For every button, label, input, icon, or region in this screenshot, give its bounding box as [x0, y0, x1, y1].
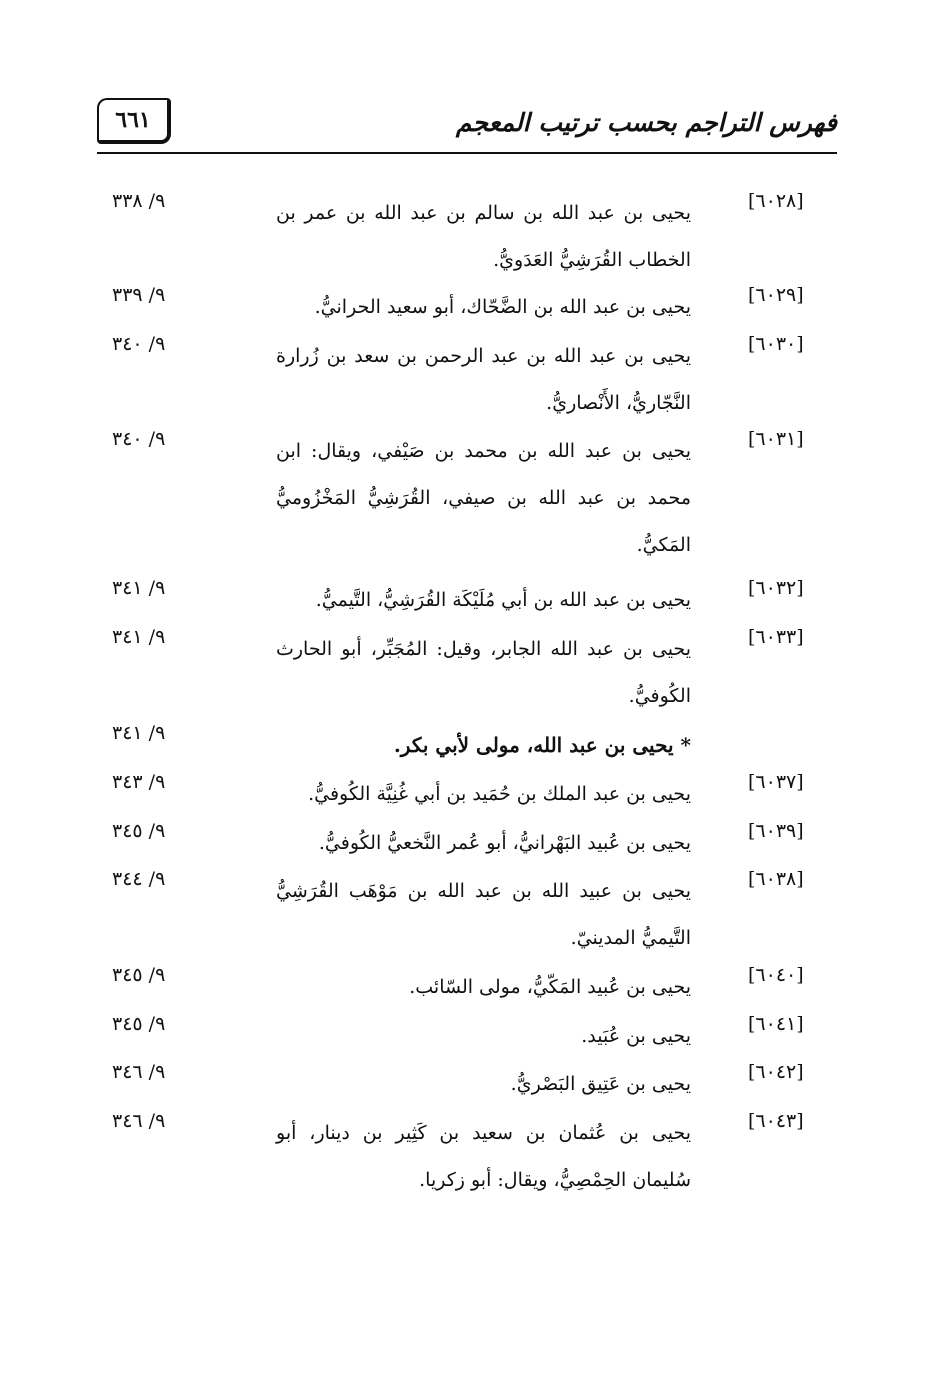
entry-name: يحيى بن عبد الله بن محمد بن صَيْفي، ويقال: ابن محمد بن عبد الله بن صيفي، القُرَشِيُّ المَخْزُوميُّ المَكيُّ. [276, 440, 691, 556]
entry-ref: ٩/ ٣٤٠ [112, 428, 166, 450]
entry-ref: ٩/ ٣٤٦ [112, 1110, 166, 1132]
entry-name: يحيى بن عبد الملك بن حُمَيد بن أبي غُنِيَّة الكُوفيُّ. [308, 783, 691, 805]
entry-name: يحيى بن عبد الله بن سالم بن عبد الله بن عمر بن الخطاب القُرَشِيُّ العَدَويُّ. [276, 202, 691, 271]
entry-name: يحيى بن عبد الله الجابر، وقيل: المُجَبِّر، أبو الحارث الكُوفيُّ. [276, 638, 691, 707]
entry-name: يحيى بن عبد الله بن عبد الرحمن بن سعد بن زُرارة النَّجّاريُّ، الأَنْصاريُّ. [276, 345, 691, 414]
entry-ref: ٩/ ٣٤٠ [112, 333, 166, 355]
entry-ref: ٩/ ٣٤٥ [112, 964, 166, 986]
entry-ref: ٩/ ٣٤٣ [112, 771, 166, 793]
page-number: ٦٦١ [97, 98, 171, 144]
entry-id: [٦٠٤١] [748, 1013, 804, 1035]
entry-id: [٦٠٤٠] [748, 964, 804, 986]
entry-name: يحيى بن عبيد الله بن عبد الله بن مَوْهَب القُرَشِيُّ التَّيميُّ المدينيّ. [276, 880, 691, 949]
entry-id: [٦٠٣١] [748, 428, 804, 450]
entry-ref: ٩/ ٣٤١ [112, 577, 166, 599]
entry-id: [٦٠٣٧] [748, 771, 804, 793]
page-header [97, 98, 837, 154]
entry-id: [٦٠٣٠] [748, 333, 804, 355]
entry-ref: ٩/ ٣٣٨ [112, 190, 166, 212]
entry-ref: ٩/ ٣٣٩ [112, 284, 166, 306]
entry-id: [٦٠٣٢] [748, 577, 804, 599]
entry-name: يحيى بن عبد الله بن الضَّحّاك، أبو سعيد الحرانيُّ. [314, 296, 691, 318]
entry-ref: ٩/ ٣٤٥ [112, 1013, 166, 1035]
entry-id: [٦٠٣٣] [748, 626, 804, 648]
entry-name: * يحيى بن عبد الله، مولى لأبي بكر. [393, 733, 691, 757]
entry-id: [٦٠٢٨] [748, 190, 804, 212]
entry-name: يحيى بن عُبيد البَهْرانيُّ، أبو عُمر النَّخعيُّ الكُوفيُّ. [318, 832, 691, 854]
entry-id: [٦٠٣٨] [748, 868, 804, 890]
entry-id: [٦٠٣٩] [748, 820, 804, 842]
entry-ref: ٩/ ٣٤١ [112, 722, 166, 744]
entry-id: [٦٠٤٣] [748, 1110, 804, 1132]
header-rule [97, 152, 837, 154]
page-title: فهرس التراجم بحسب ترتيب المعجم [455, 108, 837, 137]
entry-ref: ٩/ ٣٤١ [112, 626, 166, 648]
entry-id: [٦٠٤٢] [748, 1061, 804, 1083]
entry-name: يحيى بن عُبَيد. [581, 1025, 691, 1047]
entry-id: [٦٠٢٩] [748, 284, 804, 306]
entry-ref: ٩/ ٣٤٥ [112, 820, 166, 842]
entry-ref: ٩/ ٣٤٤ [112, 868, 166, 890]
entry-name: يحيى بن عبد الله بن أبي مُلَيْكَة القُرَشِيُّ، التَّيميُّ. [315, 589, 691, 611]
entry-name: يحيى بن عُثمان بن سعيد بن كَثِير بن دينار، أبو سُليمان الحِمْصِيُّ، ويقال: أبو زكريا. [276, 1122, 691, 1191]
entry-ref: ٩/ ٣٤٦ [112, 1061, 166, 1083]
entry-name: يحيى بن عُبيد المَكّيُّ، مولى السّائب. [409, 976, 691, 998]
entry-name: يحيى بن عَتِيق البَصْريُّ. [510, 1073, 691, 1095]
